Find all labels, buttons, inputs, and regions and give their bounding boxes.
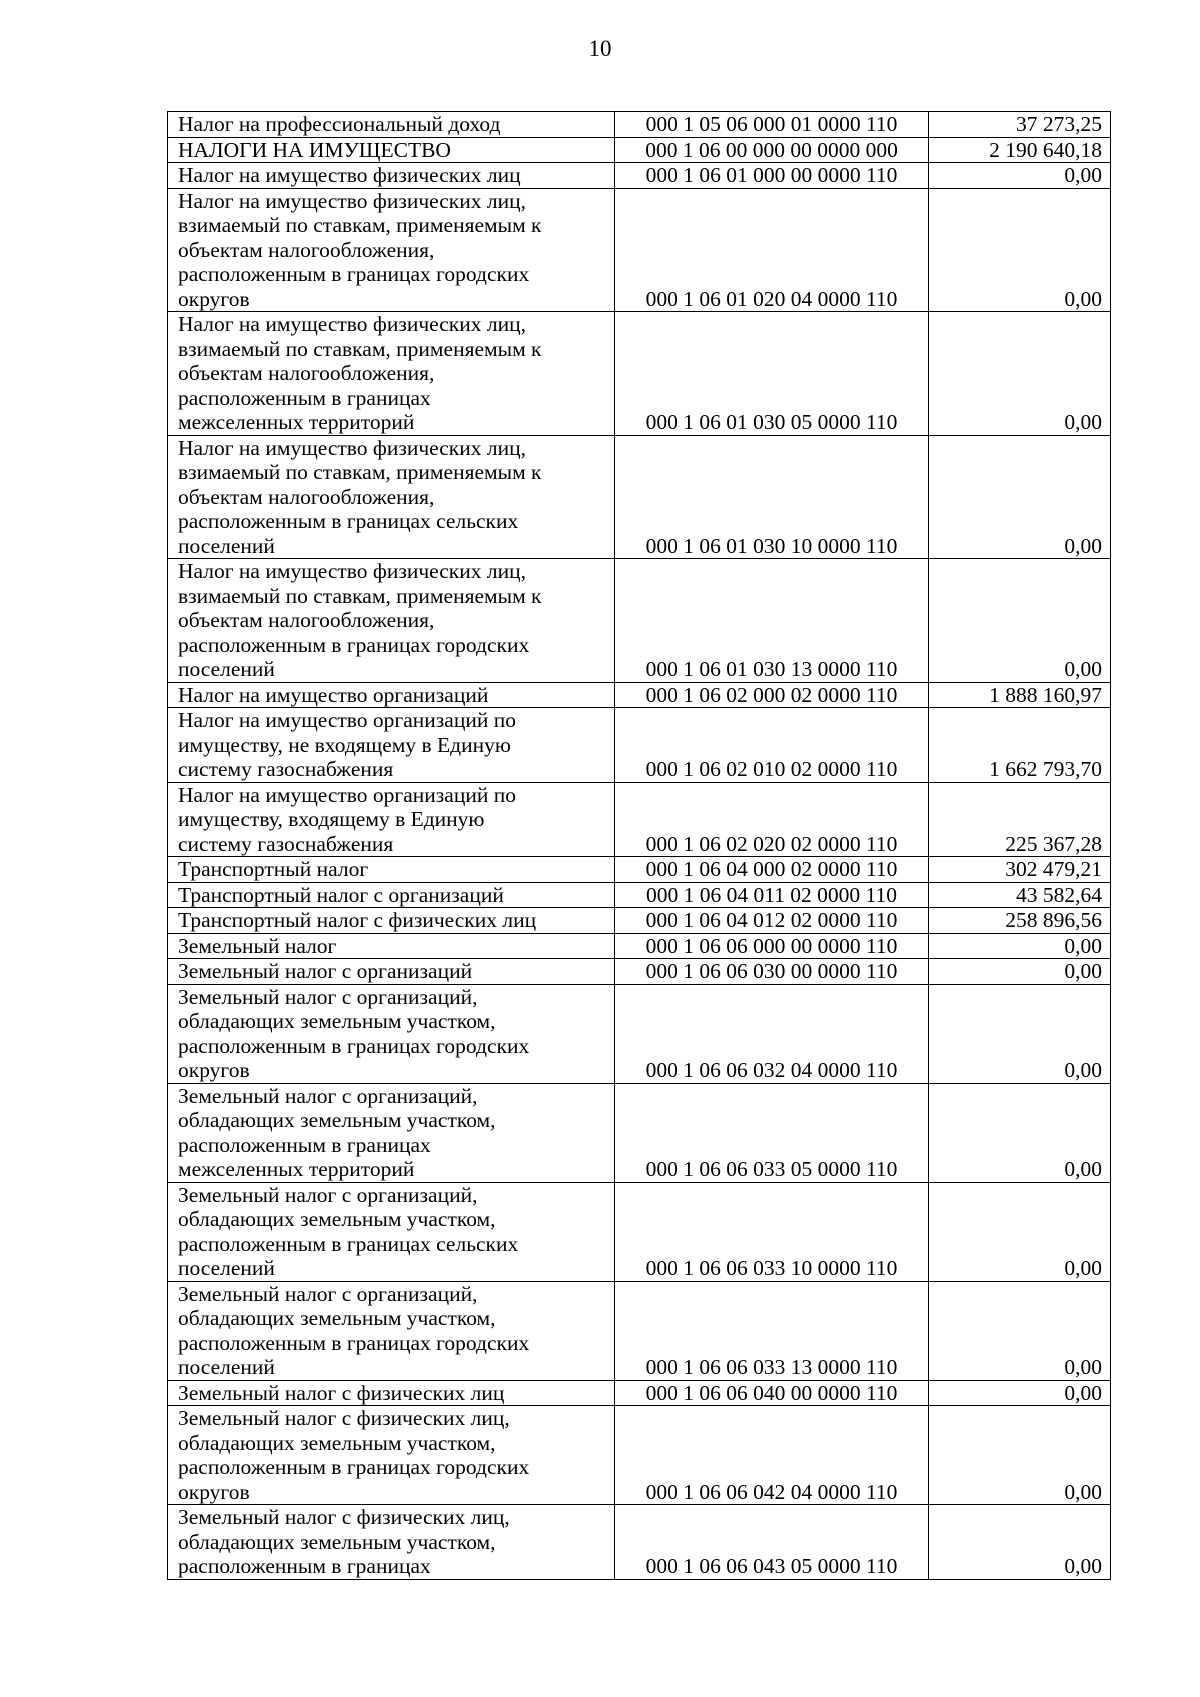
budget-code-cell: 000 1 05 06 000 01 0000 110 bbox=[615, 112, 929, 138]
tax-name-cell: Налог на профессиональный доход bbox=[168, 112, 615, 138]
tax-name-cell: Налог на имущество физических лиц, взимаемый по ставкам, применяемым к объектам налогообложения, расположенным в границах сельских поселений bbox=[168, 435, 615, 559]
budget-code-cell: 000 1 06 06 030 00 0000 110 bbox=[615, 959, 929, 985]
tax-name-cell: Транспортный налог с организаций bbox=[168, 882, 615, 908]
tax-name-cell: Налог на имущество физических лиц, взимаемый по ставкам, применяемым к объектам налогообложения, расположенным в границах городских поселений bbox=[168, 559, 615, 683]
tax-name-cell: Налог на имущество физических лиц, взимаемый по ставкам, применяемым к объектам налогообложения, расположенным в границах межселенных территорий bbox=[168, 312, 615, 436]
amount-cell: 37 273,25 bbox=[929, 112, 1111, 138]
budget-code-cell: 000 1 06 00 000 00 0000 000 bbox=[615, 137, 929, 163]
tax-name-cell: Земельный налог bbox=[168, 933, 615, 959]
table-row bbox=[168, 959, 1111, 985]
table-row bbox=[168, 682, 1111, 708]
table-row bbox=[168, 163, 1111, 189]
amount-cell: 0,00 bbox=[929, 1406, 1111, 1505]
revenue-table-body bbox=[168, 112, 1111, 1580]
table-row bbox=[168, 933, 1111, 959]
budget-code-cell: 000 1 06 01 030 10 0000 110 bbox=[615, 435, 929, 559]
budget-code-cell: 000 1 06 06 043 05 0000 110 bbox=[615, 1505, 929, 1580]
table-row bbox=[168, 708, 1111, 783]
budget-code-cell: 000 1 06 06 033 10 0000 110 bbox=[615, 1182, 929, 1281]
tax-name-cell: НАЛОГИ НА ИМУЩЕСТВО bbox=[168, 137, 615, 163]
table-row bbox=[168, 782, 1111, 857]
amount-cell: 0,00 bbox=[929, 984, 1111, 1083]
table-row bbox=[168, 1505, 1111, 1580]
budget-code-cell: 000 1 06 06 032 04 0000 110 bbox=[615, 984, 929, 1083]
table-row bbox=[168, 559, 1111, 683]
tax-name-cell: Налог на имущество организаций по имуществу, входящему в Единую систему газоснабжения bbox=[168, 782, 615, 857]
table-row bbox=[168, 188, 1111, 312]
tax-name-cell: Земельный налог с физических лиц, обладающих земельным участком, расположенным в границах bbox=[168, 1505, 615, 1580]
tax-name-cell: Земельный налог с организаций bbox=[168, 959, 615, 985]
amount-cell: 0,00 bbox=[929, 1380, 1111, 1406]
budget-code-cell: 000 1 06 04 012 02 0000 110 bbox=[615, 908, 929, 934]
tax-name-cell: Земельный налог с организаций, обладающих земельным участком, расположенным в границах городских округов bbox=[168, 984, 615, 1083]
table-row bbox=[168, 1406, 1111, 1505]
amount-cell: 0,00 bbox=[929, 933, 1111, 959]
budget-code-cell: 000 1 06 02 010 02 0000 110 bbox=[615, 708, 929, 783]
revenue-table bbox=[167, 111, 1111, 1580]
budget-code-cell: 000 1 06 04 000 02 0000 110 bbox=[615, 857, 929, 883]
amount-cell: 302 479,21 bbox=[929, 857, 1111, 883]
table-row bbox=[168, 1182, 1111, 1281]
amount-cell: 0,00 bbox=[929, 959, 1111, 985]
amount-cell: 2 190 640,18 bbox=[929, 137, 1111, 163]
amount-cell: 1 662 793,70 bbox=[929, 708, 1111, 783]
amount-cell: 43 582,64 bbox=[929, 882, 1111, 908]
amount-cell: 0,00 bbox=[929, 1505, 1111, 1580]
budget-code-cell: 000 1 06 04 011 02 0000 110 bbox=[615, 882, 929, 908]
budget-code-cell: 000 1 06 06 033 05 0000 110 bbox=[615, 1083, 929, 1182]
tax-name-cell: Земельный налог с организаций, обладающих земельным участком, расположенным в границах межселенных территорий bbox=[168, 1083, 615, 1182]
table-row bbox=[168, 1083, 1111, 1182]
budget-code-cell: 000 1 06 01 000 00 0000 110 bbox=[615, 163, 929, 189]
tax-name-cell: Земельный налог с физических лиц bbox=[168, 1380, 615, 1406]
table-row bbox=[168, 435, 1111, 559]
tax-name-cell: Земельный налог с физических лиц, обладающих земельным участком, расположенным в границах городских округов bbox=[168, 1406, 615, 1505]
budget-code-cell: 000 1 06 02 020 02 0000 110 bbox=[615, 782, 929, 857]
amount-cell: 0,00 bbox=[929, 559, 1111, 683]
table-row bbox=[168, 908, 1111, 934]
budget-code-cell: 000 1 06 06 042 04 0000 110 bbox=[615, 1406, 929, 1505]
amount-cell: 0,00 bbox=[929, 435, 1111, 559]
tax-name-cell: Транспортный налог bbox=[168, 857, 615, 883]
amount-cell: 0,00 bbox=[929, 312, 1111, 436]
amount-cell: 0,00 bbox=[929, 163, 1111, 189]
amount-cell: 225 367,28 bbox=[929, 782, 1111, 857]
table-row bbox=[168, 112, 1111, 138]
tax-name-cell: Земельный налог с организаций, обладающих земельным участком, расположенным в границах сельских поселений bbox=[168, 1182, 615, 1281]
budget-code-cell: 000 1 06 06 033 13 0000 110 bbox=[615, 1281, 929, 1380]
budget-code-cell: 000 1 06 01 030 13 0000 110 bbox=[615, 559, 929, 683]
amount-cell: 0,00 bbox=[929, 1083, 1111, 1182]
budget-code-cell: 000 1 06 01 030 05 0000 110 bbox=[615, 312, 929, 436]
table-row bbox=[168, 882, 1111, 908]
tax-name-cell: Налог на имущество организаций по имуществу, не входящему в Единую систему газоснабжения bbox=[168, 708, 615, 783]
amount-cell: 1 888 160,97 bbox=[929, 682, 1111, 708]
table-row bbox=[168, 984, 1111, 1083]
amount-cell: 0,00 bbox=[929, 1281, 1111, 1380]
tax-name-cell: Земельный налог с организаций, обладающих земельным участком, расположенным в границах городских поселений bbox=[168, 1281, 615, 1380]
table-row bbox=[168, 312, 1111, 436]
table-row bbox=[168, 1281, 1111, 1380]
tax-name-cell: Налог на имущество физических лиц, взимаемый по ставкам, применяемым к объектам налогообложения, расположенным в границах городских округов bbox=[168, 188, 615, 312]
amount-cell: 0,00 bbox=[929, 188, 1111, 312]
tax-name-cell: Налог на имущество организаций bbox=[168, 682, 615, 708]
page-number: 10 bbox=[588, 36, 612, 61]
table-row bbox=[168, 137, 1111, 163]
budget-code-cell: 000 1 06 02 000 02 0000 110 bbox=[615, 682, 929, 708]
amount-cell: 0,00 bbox=[929, 1182, 1111, 1281]
amount-cell: 258 896,56 bbox=[929, 908, 1111, 934]
budget-code-cell: 000 1 06 01 020 04 0000 110 bbox=[615, 188, 929, 312]
table-row bbox=[168, 857, 1111, 883]
budget-code-cell: 000 1 06 06 040 00 0000 110 bbox=[615, 1380, 929, 1406]
table-row bbox=[168, 1380, 1111, 1406]
budget-code-cell: 000 1 06 06 000 00 0000 110 bbox=[615, 933, 929, 959]
tax-name-cell: Налог на имущество физических лиц bbox=[168, 163, 615, 189]
tax-name-cell: Транспортный налог с физических лиц bbox=[168, 908, 615, 934]
